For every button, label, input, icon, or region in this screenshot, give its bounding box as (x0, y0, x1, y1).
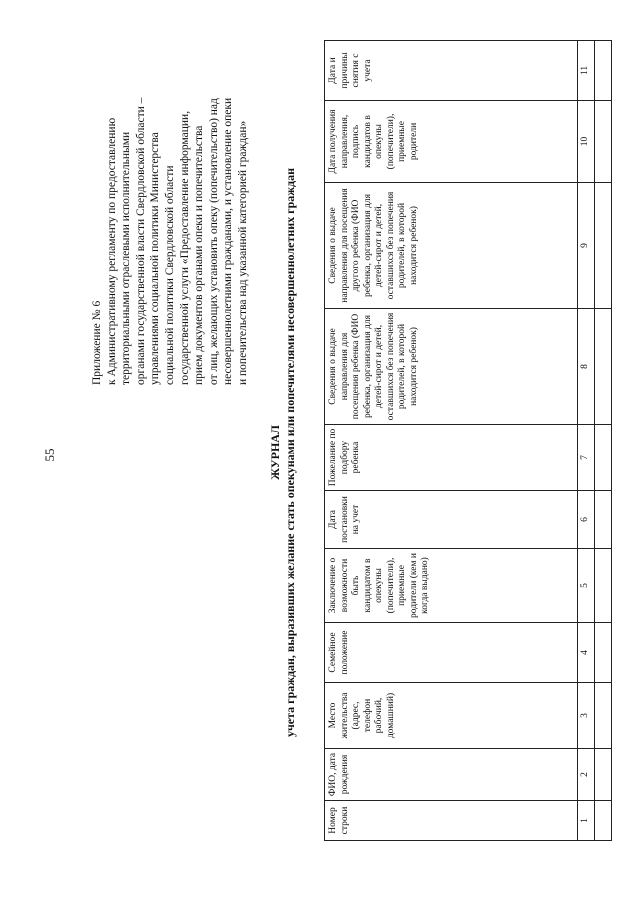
table-cell (595, 491, 612, 549)
column-header: Дата получения направления, подпись кандидатов в опекуны (попечители), приемные родители (325, 101, 578, 183)
column-number: 3 (578, 683, 595, 749)
column-number: 11 (578, 41, 595, 101)
appendix-line: и попечительства над указанной категорией граждан» (236, 120, 249, 385)
column-number: 6 (578, 491, 595, 549)
table-row (595, 41, 612, 841)
column-header: Сведения о выдаче направления для посещения другого ребенка (ФИО ребенка, организация для детей-сирот и детей, оставшихся без попечения родителей, в которой находится ребенок) (325, 183, 578, 309)
page-number: 55 (42, 448, 57, 462)
appendix-line: территориальными отраслевыми исполнительными (120, 131, 133, 385)
table-cell (595, 425, 612, 491)
column-number: 5 (578, 549, 595, 623)
table-cell (595, 309, 612, 425)
appendix-note (90, 85, 251, 385)
column-header: Семейное положение (325, 623, 578, 683)
appendix-line: управлениями социальной политики Министерства (149, 132, 162, 385)
column-header: Дата постановки на учет (325, 491, 578, 549)
column-number: 2 (578, 749, 595, 801)
journal-heading (268, 0, 298, 905)
journal-subtitle: учета граждан, выразивших желание стать опекунами или попечителями несовершеннолетних граждан (283, 168, 297, 738)
appendix-line: органами государственной власти Свердловской области – (134, 97, 147, 385)
journal-title: ЖУРНАЛ (268, 425, 282, 480)
table-cell (595, 101, 612, 183)
column-header: Пожелание по подбору ребенка (325, 425, 578, 491)
column-header: Заключение о возможности быть кандидатом в опекуны (попечители), приемные родители (кем и когда выдано) (325, 549, 578, 623)
table-header-row (325, 41, 578, 841)
appendix-line: прием документов органами опеки и попечительства (193, 125, 206, 385)
column-number: 7 (578, 425, 595, 491)
table-cell (595, 801, 612, 841)
appendix-line: социальной политики Свердловской области (163, 165, 176, 385)
appendix-line: Приложение № 6 (91, 300, 103, 385)
table-cell (595, 549, 612, 623)
column-header: ФИО, дата рождения (325, 749, 578, 801)
column-number: 9 (578, 183, 595, 309)
journal-table (324, 40, 612, 841)
table-cell (595, 623, 612, 683)
column-number: 10 (578, 101, 595, 183)
table-cell (595, 41, 612, 101)
column-header: Место жительства (адрес, телефон рабочий, домашний) (325, 683, 578, 749)
appendix-line: государственной услуги «Предоставление информации, (178, 110, 191, 385)
column-header: Сведения о выдаче направления для посещения ребенка (ФИО ребенка, организация для детей-сирот и детей, оставшихся без попечения родителей, в которой находится ребенок) (325, 309, 578, 425)
column-number: 1 (578, 801, 595, 841)
column-number: 4 (578, 623, 595, 683)
column-number: 8 (578, 309, 595, 425)
appendix-line: от лиц, желающих установить опеку (попечительство) над (207, 98, 220, 385)
column-number-row (578, 41, 595, 841)
column-header: Дата и причины снятия с учета (325, 41, 578, 101)
appendix-line: несовершеннолетними гражданами, и установление опеки (222, 97, 235, 385)
table-cell (595, 683, 612, 749)
column-header: Номер строки (325, 801, 578, 841)
table-cell (595, 749, 612, 801)
appendix-line: к Административному регламенту по предоставлению (105, 117, 118, 385)
table-cell (595, 183, 612, 309)
